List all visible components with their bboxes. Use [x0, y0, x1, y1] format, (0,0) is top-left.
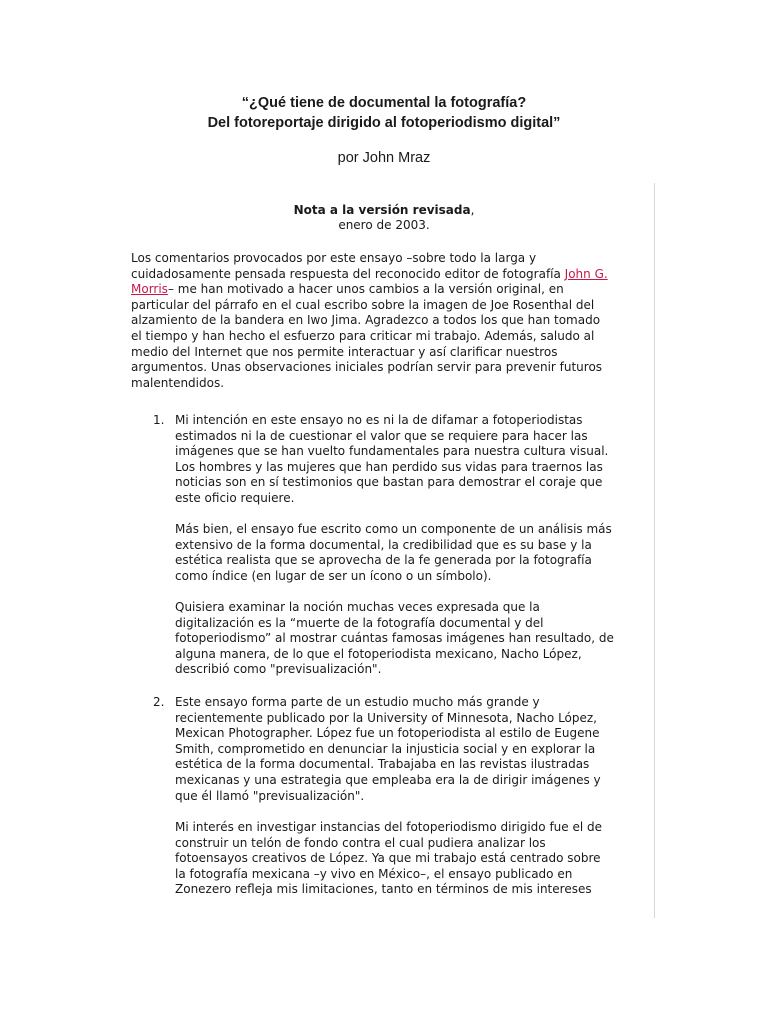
para-line: estética de la forma documental. Trabajaba en las revistas ilustradas [175, 757, 590, 772]
intro-paragraph [131, 251, 651, 391]
intro-line: Los comentarios provocados por este ensayo –sobre todo la larga y [131, 251, 537, 265]
intro-line [131, 282, 651, 298]
author-byline: por John Mraz [337, 150, 431, 166]
para-line: este oficio requiere. [175, 490, 295, 505]
intro-line: alzamiento de la bandera en Iwo Jima. Agradezco a todos los que han tomado [131, 313, 601, 328]
para-line: construir un telón de fondo contra el cual pudiera analizar los [175, 835, 546, 850]
revision-note-date: enero de 2003. [338, 218, 430, 232]
item1-paragraph-1 [175, 413, 655, 507]
para-line: Mexican Photographer. López fue un fotoperiodista al estilo de Eugene [175, 726, 600, 741]
para-line: que él llamó "previsualización". [175, 788, 365, 803]
title-line-2: Del fotoreportaje dirigido al fotoperiodismo digital” [207, 115, 561, 131]
para-line: Este ensayo forma parte de un estudio mucho más grande y [175, 695, 540, 709]
para-line: estética realista que se aprovecha de la fe generada por la fotografía [175, 553, 592, 568]
para-line: mexicanas y una estrategia que empleaba era la de dirigir imágenes y [175, 772, 601, 787]
para-line: la fotografía mexicana –y vivo en México–, el ensayo publicado en [175, 866, 573, 881]
para-line: digitalización es la “muerte de la fotografía documental y del [175, 615, 544, 630]
para-line: alguna manera, de lo que el fotoperiodista mexicano, Nacho López, [175, 646, 582, 661]
list-number: 1. [153, 413, 165, 427]
item2-paragraph-2 [175, 820, 655, 898]
john-morris-link[interactable]: John G. [564, 266, 608, 281]
para-line: noticias son en sí testimonios que bastan para demostrar el coraje que [175, 475, 603, 490]
intro-line: el tiempo y han hecho el esfuerzo para criticar mi trabajo. Además, saludo al [131, 328, 595, 343]
intro-text: – me han motivado a hacer unos cambios a la versión original, en [167, 282, 564, 297]
intro-line: malentendidos. [131, 375, 225, 390]
para-line: Más bien, el ensayo fue escrito como un componente de un análisis más [175, 522, 612, 536]
para-line: recientemente publicado por la University of Minnesota, Nacho López, [175, 710, 597, 725]
para-line: Zonezero refleja mis limitaciones, tanto en términos de mis intereses [175, 882, 592, 897]
revision-note-heading [0, 203, 768, 233]
para-line: Mi interés en investigar instancias del fotoperiodismo dirigido fue el de [175, 820, 603, 834]
para-line: describió como "previsualización". [175, 662, 382, 677]
item1-paragraph-2 [175, 522, 655, 584]
intro-line [131, 267, 651, 283]
para-line: fotoperiodismo” al mostrar cuántas famosas imágenes han resultado, de [175, 631, 614, 646]
para-line: Smith, comprometido en denunciar la injusticia social y en explorar la [175, 741, 596, 756]
intro-line: medio del Internet que nos permite interactuar y así clarificar nuestros [131, 344, 558, 359]
revision-note-comma: , [470, 203, 475, 217]
page-title [0, 93, 768, 133]
revision-note-title: Nota a la versión revisada [293, 203, 471, 217]
para-line: Mi intención en este ensayo no es ni la de difamar a fotoperiodistas [175, 413, 583, 427]
para-line: fotoensayos creativos de López. Ya que mi trabajo está centrado sobre [175, 851, 601, 866]
john-morris-link-continued[interactable]: Morris [131, 282, 168, 297]
para-line: Quisiera examinar la noción muchas veces expresada que la [175, 600, 540, 614]
item1-paragraph-3 [175, 600, 655, 678]
intro-line: particular del párrafo en el cual escribo sobre la imagen de Joe Rosenthal del [131, 297, 595, 312]
para-line: Los hombres y las mujeres que han perdido sus vidas para traernos las [175, 459, 603, 474]
para-line: extensivo de la forma documental, la credibilidad que es su base y la [175, 537, 592, 552]
intro-text: cuidadosamente pensada respuesta del reconocido editor de fotografía [131, 266, 565, 281]
title-line-1: “¿Qué tiene de documental la fotografía? [241, 95, 527, 111]
item2-paragraph-1 [175, 695, 655, 804]
para-line: imágenes que se han vuelto fundamentales para nuestra cultura visual. [175, 444, 609, 459]
list-number: 2. [153, 695, 165, 709]
intro-line: argumentos. Unas observaciones iniciales podrían servir para prevenir futuros [131, 360, 603, 375]
para-line: estimados ni la de cuestionar el valor que se requiere para hacer las [175, 428, 588, 443]
para-line: como índice (en lugar de ser un ícono o un símbolo). [175, 568, 492, 583]
